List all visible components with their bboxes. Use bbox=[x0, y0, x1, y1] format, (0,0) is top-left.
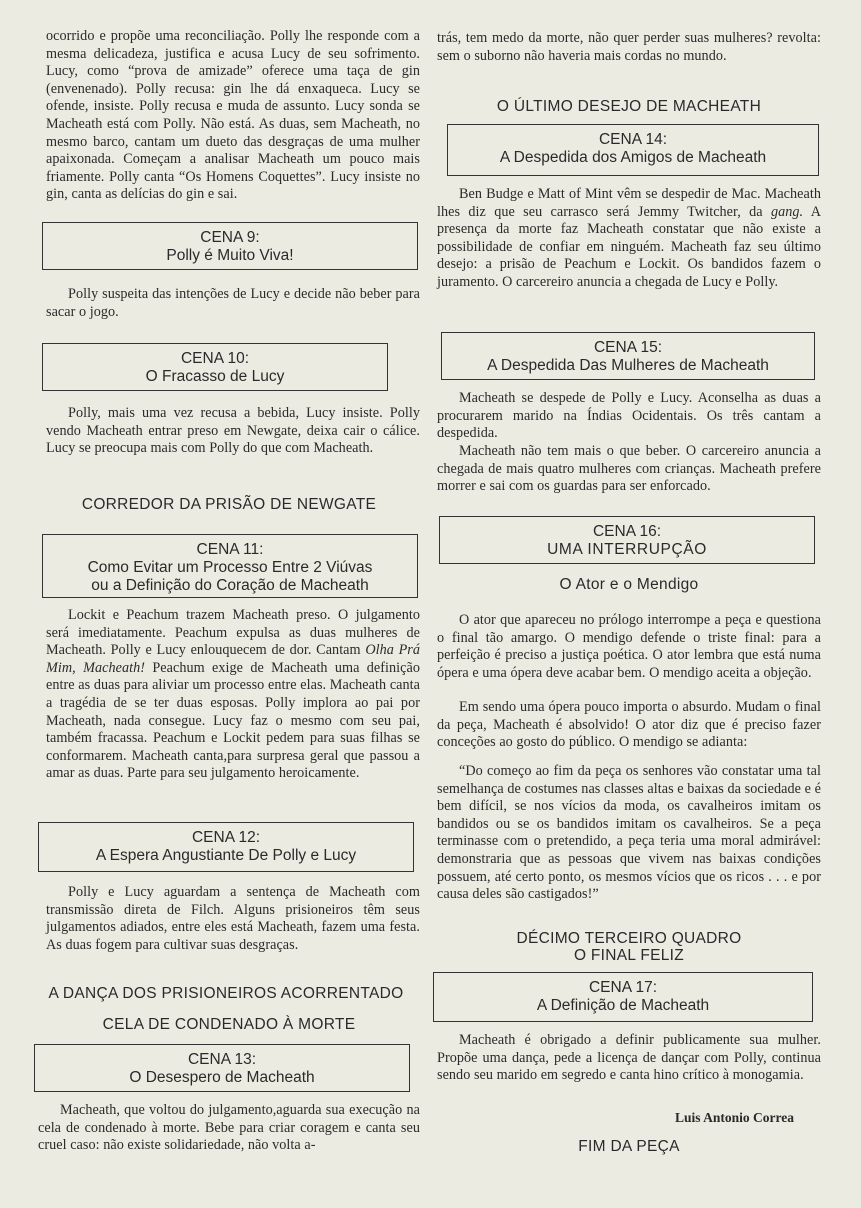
scene-number: CENA 14: bbox=[598, 131, 668, 148]
quote-text: “Do começo ao fim da peça os senhores vão constatar uma tal semelhança de costumes nas classes altas e baixas da sociedade e é bem difícil, se nos vícios da moda, os cavalheiros imitam os bandidos ou se os bandidos imitam os cavalheiros. Se a peça terminasse com o pretendido, a peça teria uma moral admirável: demonstraria que as pessoas que vivem nas baixas condições possuem, até certo ponto, os mesmos vícios que os ricos . . . e por causa deles são castigados!” bbox=[437, 763, 821, 903]
scene-title: Polly é Muito Viva! bbox=[166, 247, 294, 264]
paragraph-text: Polly e Lucy aguardam a sentença de Macheath com transmissão direta de Filch. Alguns prisioneiros têm seus julgamentos adiados, entre eles está Macheath, fazem uma festa. As duas fogem para cultivar suas desgraças. bbox=[46, 884, 420, 953]
paragraph-text: Polly suspeita das intenções de Lucy e decide não beber para sacar o jogo. bbox=[46, 286, 420, 320]
paragraph-scene-16-quote bbox=[437, 763, 821, 904]
paragraph-text: O ator que apareceu no prólogo interrompe a peça e questiona o final tão amargo. O mendigo defende o triste final: para a perfeição é preciso a justiça poética. O ator lembra que está numa ópera e uma ópera deve acabar bem. O mendigo aceita a objeção. bbox=[437, 612, 821, 681]
paragraph-scene-15-b bbox=[437, 443, 821, 496]
paragraph-scene-12 bbox=[46, 884, 420, 954]
end-heading: FIM DA PEÇA bbox=[578, 1138, 680, 1155]
paragraph-text: Macheath, que voltou do julgamento,aguarda sua execução na cela de condenado à morte. Bebe para criar coragem e canta seu cruel caso: não existe solidariedade, não volta a- bbox=[38, 1102, 420, 1154]
song-title: Olha Prá Mim, Macheath! bbox=[46, 642, 421, 676]
scene-16-box bbox=[439, 516, 815, 564]
paragraph-text: A presença da morte faz Macheath constatar que não existe a possibilidade de confiar em ninguém. Macheath faz seu último desejo: a prisão de Peachum e Lockit. Os bandidos fazem o juramento. O carcereiro anuncia a chegada de Lucy e Polly. bbox=[437, 203, 821, 290]
scene-number: CENA 10: bbox=[180, 350, 250, 367]
scene-15-box bbox=[441, 332, 815, 380]
scene-10-box bbox=[42, 343, 388, 391]
scene-17-box bbox=[433, 972, 813, 1022]
scene-number: CENA 17: bbox=[588, 979, 658, 996]
scene-number: CENA 15: bbox=[593, 339, 663, 356]
paragraph-scene-10 bbox=[46, 405, 420, 458]
scene-title: A Despedida Das Mulheres de Macheath bbox=[487, 357, 769, 374]
scene-12-box bbox=[38, 822, 414, 872]
section-heading-quadro-2: O FINAL FELIZ bbox=[573, 947, 685, 964]
paragraph-text: Ben Budge e Matt of Mint vêm se despedir de Mac. Macheath lhes diz que seu carrasco será Jemmy Twitcher, da bbox=[437, 186, 821, 220]
scene-11-box bbox=[42, 534, 418, 598]
paragraph-text: Polly, mais uma vez recusa a bebida, Lucy insiste. Polly vendo Macheath entrar preso em Newgate, deixa cair o cálice. Lucy se preocupa mais com Polly do que com Macheath. bbox=[46, 405, 420, 457]
paragraph-scene-11 bbox=[46, 607, 420, 783]
paragraph-scene-13 bbox=[38, 1102, 420, 1155]
scene-number: CENA 13: bbox=[187, 1051, 257, 1068]
paragraph-text: Macheath não tem mais o que beber. O carcereiro anuncia a chegada de mais quatro mulheres com crianças. Macheath prefere morrer e sai com os guardas para ser enforcado. bbox=[437, 443, 821, 495]
scene-number: CENA 9: bbox=[200, 229, 260, 246]
section-heading-danca: A DANÇA DOS PRISIONEIROS ACORRENTADO bbox=[48, 985, 404, 1002]
paragraph-scene-17 bbox=[437, 1032, 821, 1085]
scene-title: O Desespero de Macheath bbox=[129, 1069, 315, 1086]
scene-title: O Fracasso de Lucy bbox=[145, 368, 285, 385]
paragraph-text: Macheath se despede de Polly e Lucy. Aconselha as duas a procurarem marido na Índias Ocidentais. Os três cantam a despedida. bbox=[437, 390, 821, 442]
paragraph-scene-9 bbox=[46, 286, 420, 321]
paragraph-text: Macheath é obrigado a definir publicamente sua mulher. Propõe uma dança, pede a licença de dançar com Polly, continua sendo seu marido em segredo e canta hino crítico à monogamia. bbox=[437, 1032, 821, 1084]
scene-14-box bbox=[447, 124, 819, 176]
scene-number: CENA 16: bbox=[592, 523, 662, 540]
paragraph-scene-14 bbox=[437, 186, 821, 292]
paragraph-text: Lockit e Peachum trazem Macheath preso. O julgamento será imediatamente. Peachum expulsa as duas mulheres de Macheath. Polly e Lucy enlouquecem de dor. Cantam bbox=[46, 607, 420, 659]
paragraph-text: Em sendo uma ópera pouco importa o absurdo. Mudam o final da peça, Macheath é absolvido! O ator diz que é preciso fazer conceções ao gosto do público. O mendigo se adianta: bbox=[437, 699, 821, 751]
italic-word: gang. bbox=[770, 203, 804, 220]
section-heading-ultimo-desejo: O ÚLTIMO DESEJO DE MACHEATH bbox=[496, 98, 762, 115]
paragraph-scene-15-a bbox=[437, 390, 821, 443]
section-heading-cela: CELA DE CONDENADO À MORTE bbox=[102, 1016, 356, 1033]
scene-title-line-2: ou a Definição do Coração de Macheath bbox=[91, 577, 369, 594]
scene-title: A Definição de Macheath bbox=[536, 997, 710, 1014]
paragraph-opening: ocorrido e propõe uma reconciliação. Polly lhe responde com a mesma delicadeza, justifica e acusa Lucy de seu sofrimento. Lucy, como “prova de amizade” oferece uma taça de gin (envenenado). Polly recusa: gin lhe dá enxaqueca. Lucy se ofende, insiste. Polly recusa e muda de assunto. Lucy sonda se Macheath está com Polly. Não está. As duas, sem Macheath, no mesmo barco, cantam um dueto das desgraças de uma mulher apaixonada. Começam a analisar Macheath um pouco mais friamente. Polly canta “Os Homens Coquettes”. Lucy insiste no gin, canta as delícias do gin e sai. bbox=[46, 28, 420, 203]
section-heading-corredor: CORREDOR DA PRISÃO DE NEWGATE bbox=[81, 496, 377, 513]
paragraph-scene-16-b bbox=[437, 699, 821, 752]
scene-13-box bbox=[34, 1044, 410, 1092]
scene-title-line-1: Como Evitar um Processo Entre 2 Viúvas bbox=[87, 559, 373, 576]
scene-title: A Espera Angustiante De Polly e Lucy bbox=[95, 847, 357, 864]
scene-number: CENA 12: bbox=[191, 829, 261, 846]
subheading-ator-mendigo: O Ator e o Mendigo bbox=[559, 576, 699, 593]
paragraph-continuation: trás, tem medo da morte, não quer perder suas mulheres? revolta: sem o suborno não haveria mais cordas no mundo. bbox=[437, 30, 821, 64]
scene-title: A Despedida dos Amigos de Macheath bbox=[499, 149, 767, 166]
author-signature: Luis Antonio Correa bbox=[675, 1110, 795, 1125]
scene-number: CENA 11: bbox=[196, 541, 264, 558]
scene-9-box bbox=[42, 222, 418, 270]
paragraph-text: Peachum exige de Macheath uma definição entre as duas para aliviar um processo entre elas. Macheath canta a tragédia de se ter duas esposas. Polly implora ao pai por Macheath, nada consegue. Lucy faz o mesmo com seu pai, também fracassa. Peachum e Lockit pedem para suas filhas se conformarem. Macheath canta,para surpresa geral que passou a amar as duas. Parte para seu julgamento heroicamente. bbox=[46, 659, 420, 782]
paragraph-scene-16-a bbox=[437, 612, 821, 682]
section-heading-quadro-1: DÉCIMO TERCEIRO QUADRO bbox=[516, 930, 742, 947]
scene-title: UMA INTERRUPÇÃO bbox=[547, 541, 707, 558]
